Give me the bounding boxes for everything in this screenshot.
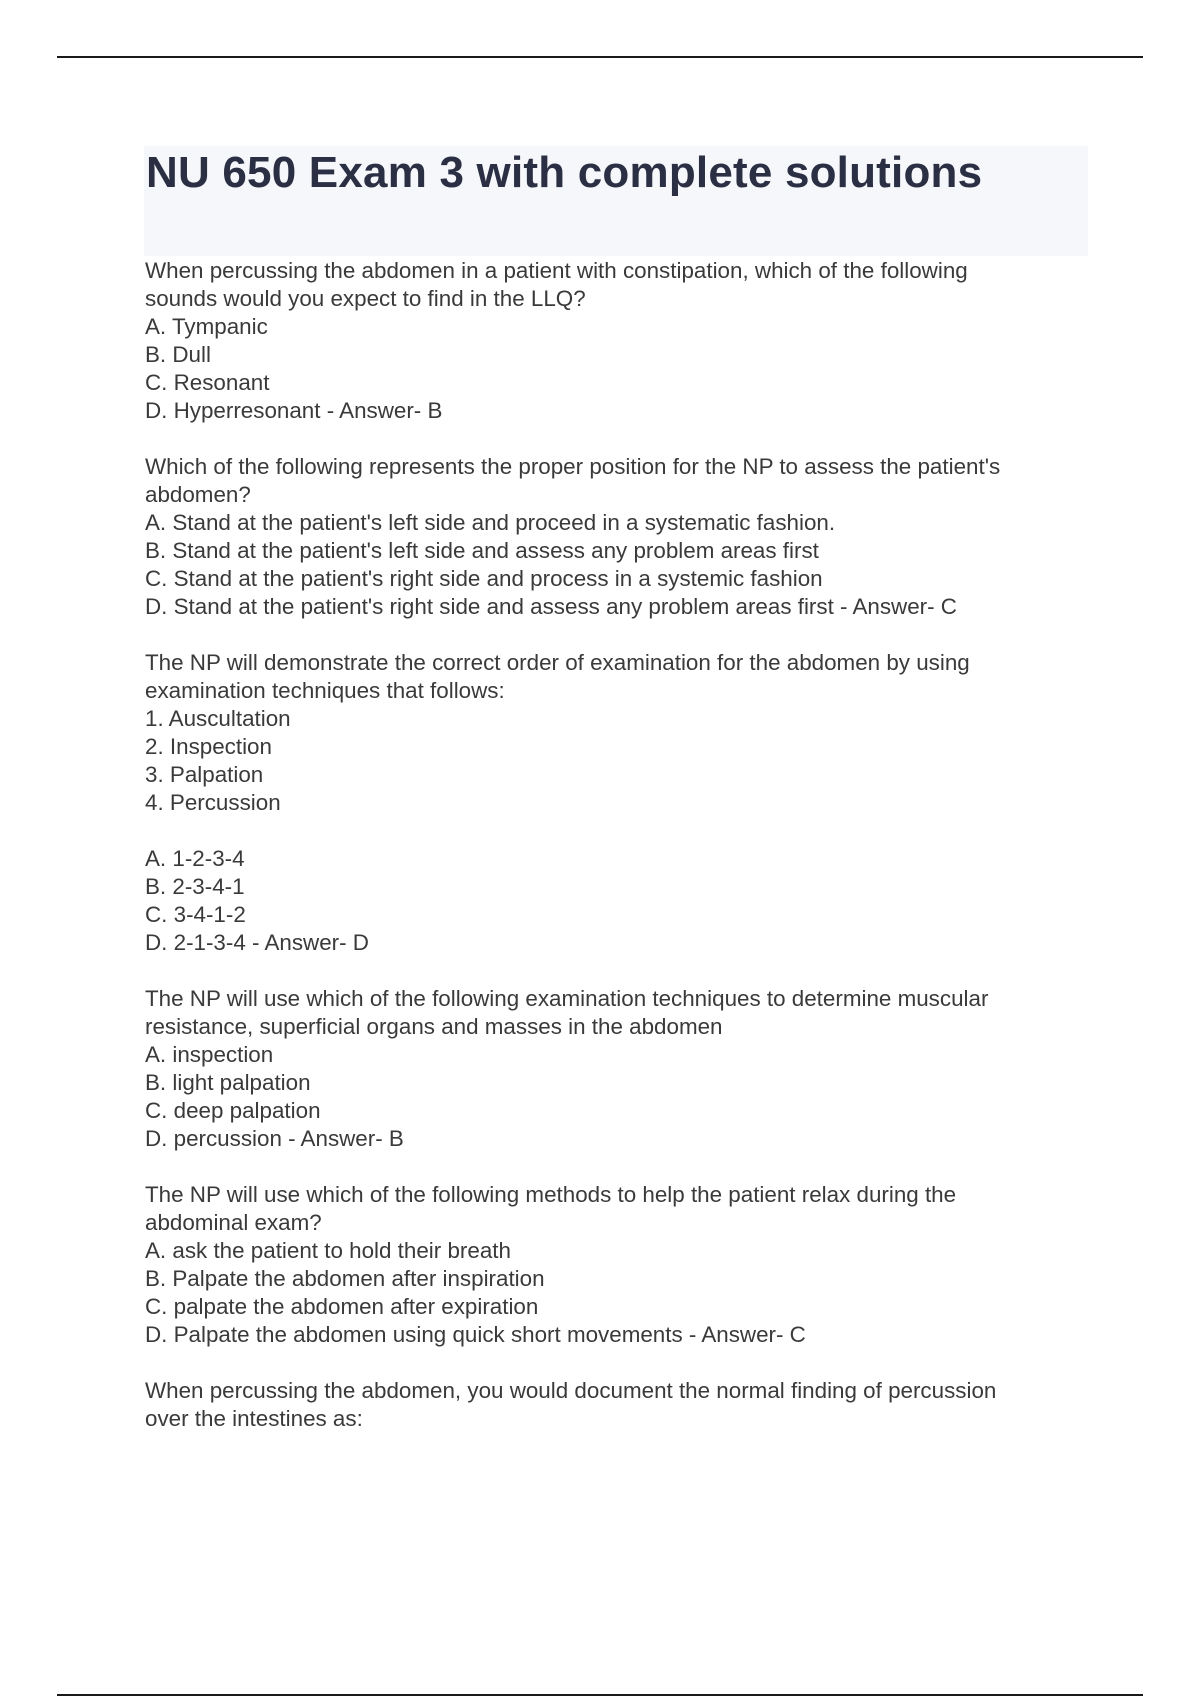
answer-option: B. Stand at the patient's left side and assess any problem areas first [145, 538, 819, 563]
question-stem-line: abdomen? [145, 482, 251, 507]
question-3 [145, 649, 1085, 957]
answer-option: C. 3-4-1-2 [145, 902, 246, 927]
answer-option: D. Palpate the abdomen using quick short movements - Answer- C [145, 1322, 806, 1347]
answer-option: A. ask the patient to hold their breath [145, 1238, 511, 1263]
question-stem-line: sounds would you expect to find in the LLQ? [145, 286, 586, 311]
question-5 [145, 1181, 1085, 1349]
answer-option: D. percussion - Answer- B [145, 1126, 404, 1151]
answer-option: B. light palpation [145, 1070, 311, 1095]
top-rule [57, 56, 1143, 58]
blank-line [145, 817, 1085, 845]
answer-option: B. Dull [145, 342, 211, 367]
page-title: NU 650 Exam 3 with complete solutions [146, 148, 983, 197]
question-stem-line: over the intestines as: [145, 1406, 363, 1431]
answer-option: D. 2-1-3-4 - Answer- D [145, 930, 369, 955]
answer-option: C. deep palpation [145, 1098, 321, 1123]
answer-option: C. Resonant [145, 370, 270, 395]
answer-option: A. Stand at the patient's left side and proceed in a systematic fashion. [145, 510, 836, 535]
question-stem-line: abdominal exam? [145, 1210, 322, 1235]
answer-option: A. Tympanic [145, 314, 268, 339]
answer-option: D. Hyperresonant - Answer- B [145, 398, 443, 423]
technique-list-item: 4. Percussion [145, 790, 281, 815]
answer-option: C. palpate the abdomen after expiration [145, 1294, 539, 1319]
technique-list-item: 1. Auscultation [145, 706, 291, 731]
question-stem-line: Which of the following represents the proper position for the NP to assess the patient's [145, 454, 1001, 479]
answer-option: C. Stand at the patient's right side and process in a systemic fashion [145, 566, 823, 591]
question-stem-line: When percussing the abdomen in a patient with constipation, which of the following [145, 258, 968, 283]
answer-option: A. 1-2-3-4 [145, 846, 245, 871]
question-stem-line: When percussing the abdomen, you would document the normal finding of percussion [145, 1378, 997, 1403]
question-stem-line: examination techniques that follows: [145, 678, 505, 703]
document-body [145, 257, 1085, 1461]
answer-option: A. inspection [145, 1042, 274, 1067]
answer-option: B. Palpate the abdomen after inspiration [145, 1266, 545, 1291]
question-stem-line: The NP will demonstrate the correct order of examination for the abdomen by using [145, 650, 970, 675]
question-stem-line: The NP will use which of the following methods to help the patient relax during the [145, 1182, 957, 1207]
answer-option: D. Stand at the patient's right side and assess any problem areas first - Answer- C [145, 594, 957, 619]
technique-list-item: 2. Inspection [145, 734, 272, 759]
bottom-rule [57, 1694, 1143, 1696]
question-2 [145, 453, 1085, 621]
answer-option: B. 2-3-4-1 [145, 874, 245, 899]
technique-list-item: 3. Palpation [145, 762, 264, 787]
question-4 [145, 985, 1085, 1153]
question-1 [145, 257, 1085, 425]
question-stem-line: The NP will use which of the following examination techniques to determine muscular [145, 986, 989, 1011]
question-6 [145, 1377, 1085, 1433]
question-stem-line: resistance, superficial organs and masses in the abdomen [145, 1014, 723, 1039]
